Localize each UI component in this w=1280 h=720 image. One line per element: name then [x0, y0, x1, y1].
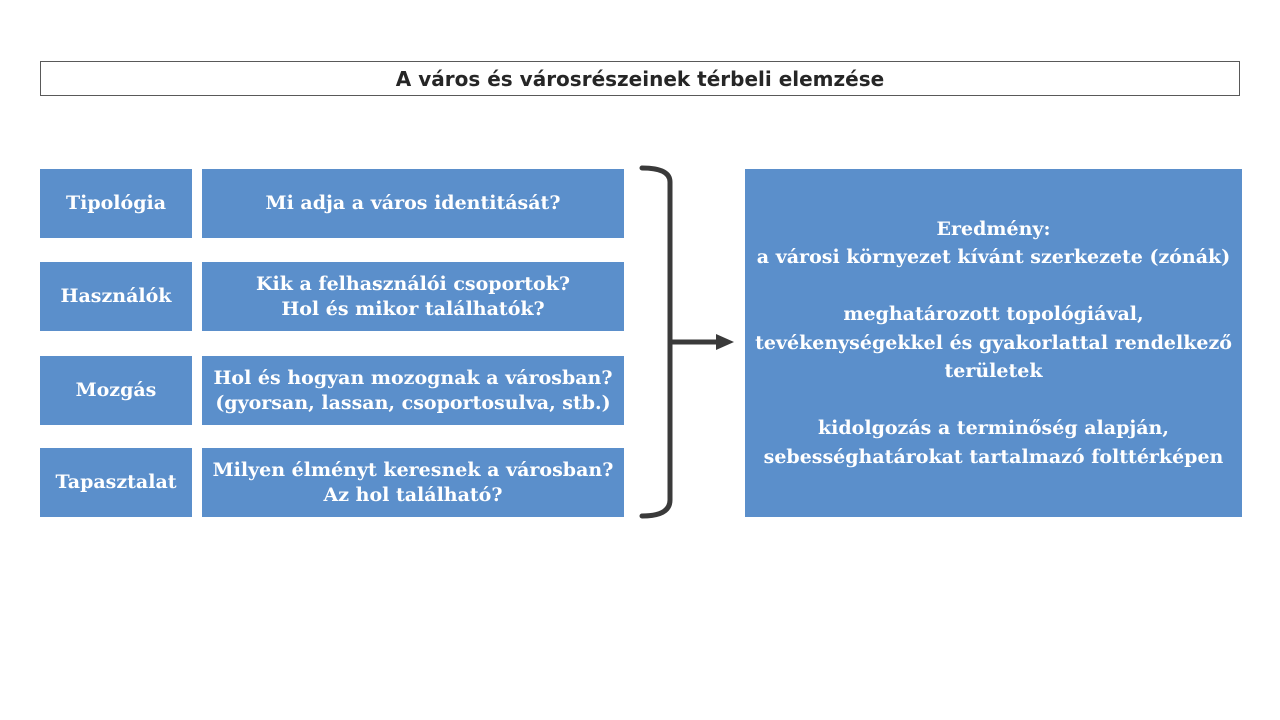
arrow-head-icon	[716, 334, 734, 350]
question-tipologia: Mi adja a város identitását?	[202, 169, 624, 238]
question-hasznalok: Kik a felhasználói csoportok? Hol és mikor találhatók?	[202, 262, 624, 331]
question-tapasztalat: Milyen élményt keresnek a városban? Az hol található?	[202, 448, 624, 517]
label-tapasztalat: Tapasztalat	[40, 448, 192, 517]
label-mozgas: Mozgás	[40, 356, 192, 425]
question-mozgas: Hol és hogyan mozognak a városban? (gyorsan, lassan, csoportosulva, stb.)	[202, 356, 624, 425]
result-box: Eredmény: a városi környezet kívánt szerkezete (zónák) meghatározott topológiával, tevékenységekkel és gyakorlattal rendelkező területek kidolgozás a terminőség alapján, sebességhatárokat tartalmazó folttérképen	[745, 169, 1242, 517]
label-hasznalok: Használók	[40, 262, 192, 331]
diagram-title: A város és városrészeinek térbeli elemzése	[40, 61, 1240, 96]
bracket-icon	[642, 168, 670, 516]
bracket-arrow-icon	[630, 160, 750, 530]
label-tipologia: Tipológia	[40, 169, 192, 238]
